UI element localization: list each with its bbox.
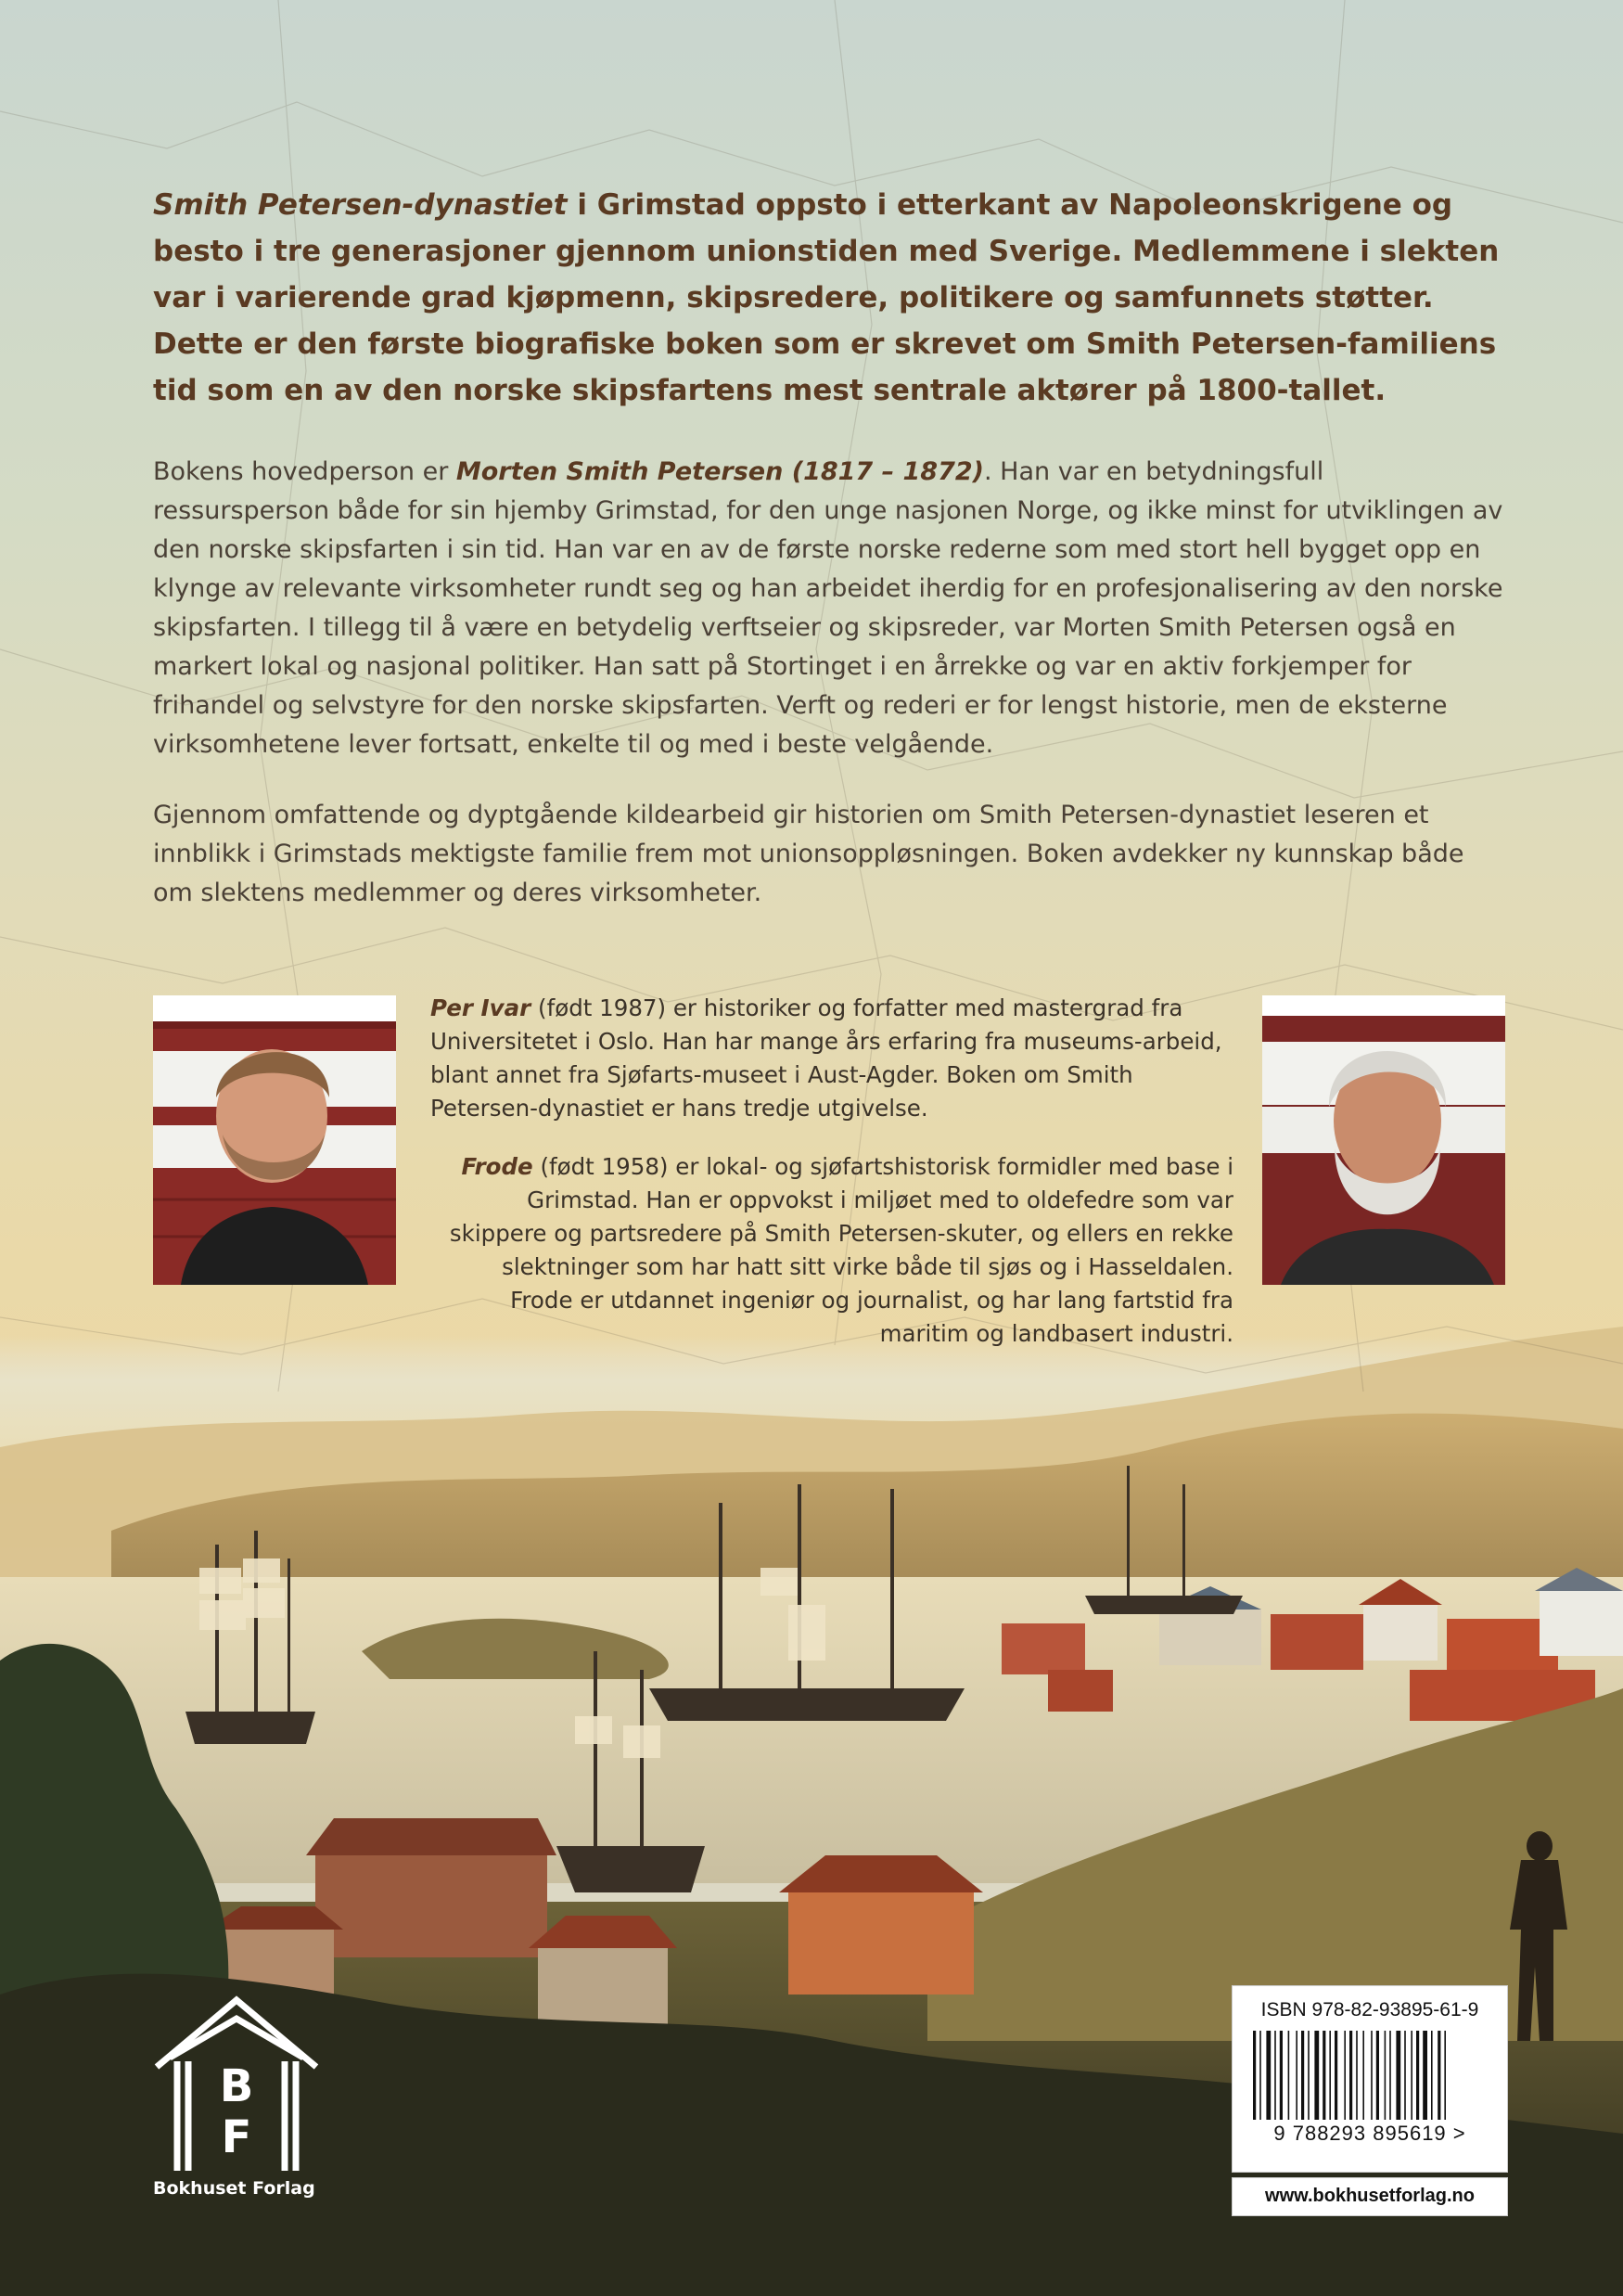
isbn-label: ISBN 978-82-93895-61-9 [1260,1999,1479,2020]
author1-bio [430,992,1246,1125]
publisher-url-box [1232,2177,1508,2216]
logo-letter-b: B [219,2060,254,2112]
p1-after: . Han var en betydningsfull ressursperson både for sin hjemby Grimstad, for den unge nasjonen Norge, og ikke minst for utviklingen av den norske skipsfarten i sin tid. Han var en av de første norske rederne som med stort hell bygget opp en klynge av relevante virksomheter rundt seg og han arbeidet iherdig for en profesjonalisering av den norske skipsfarten. I tillegg til å være en betydelig verftseier og skipsreder, var Morten Smith Petersen også en markert lokal og nasjonal politiker. Han satt på Stortinget i en årrekke og var en aktiv forkjemper for frihandel og selvstyre for den norske skipsfarten. Verft og rederi er for lengst historie, men de eksterne virksomhetene lever fortsatt, enkelte til og med i beste velgående. [153,457,1503,759]
publisher-name: Bokhuset Forlag [153,2178,315,2199]
publisher-url[interactable]: www.bokhusetforlag.no [1265,2186,1475,2206]
barcode-digits: 9 788293 895619 > [1273,2122,1466,2145]
barcode-icon [1249,2031,1490,2120]
main-character-name: Morten Smith Petersen (1817 – 1872) [455,457,984,486]
intro-paragraph [153,182,1507,414]
author1-bio-text: (født 1987) er historiker og forfatter med mastergrad fra Universitetet i Oslo. Han har mange års erfaring fra museums-arbeid, blant annet fra Sjøfarts-museet i Aust-Agder. Boken om Smith Petersen-dynastiet er hans tredje utgivelse. [430,994,1222,1122]
publisher-logo-icon [153,1995,320,2208]
description-paragraph-2: Gjennom omfattende og dyptgående kildearbeid gir historien om Smith Petersen-dynastiet leseren et innblikk i Grimstads mektigste familie frem mot unionsoppløsningen. Boken avdekker ny kunnskap både om slektens medlemmer og deres virksomheter. [153,801,1464,907]
author2-photo [1262,995,1505,1285]
logo-letter-f: F [221,2111,252,2163]
p1-before: Bokens hovedperson er [153,457,456,486]
description-paragraph-1 [153,453,1507,764]
intro-text: i Grimstad oppsto i etterkant av Napoleonskrigene og besto i tre generasjoner gjennom unionstiden med Sverige. Medlemmene i slekten var i varierende grad kjøpmenn, skipsredere, politikere og samfunnets støtter. Dette er den første biografiske boken som er skrevet om Smith Petersen-familiens tid som en av den norske skipsfartens mest sentrale aktører på 1800-tallet. [153,188,1500,407]
author1-name: Per Ivar [430,994,531,1021]
author2-bio [445,1150,1233,1351]
author2-name: Frode [461,1153,533,1180]
author1-photo [153,995,396,1285]
isbn-barcode-box [1232,1985,1508,2173]
intro-lead-italic: Smith Petersen-dynastiet [153,188,568,222]
author2-bio-text: (født 1958) er lokal- og sjøfartshistorisk formidler med base i Grimstad. Han er oppvokst i miljøet med to oldefedre som var skippere og partsredere på Smith Petersen-skuter, og ellers en rekke slektninger som har hatt sitt virke både til sjøs og i Hasseldalen. Frode er utdannet ingeniør og journalist, og har lang fartstid fra maritim og landbasert industri. [449,1153,1233,1347]
